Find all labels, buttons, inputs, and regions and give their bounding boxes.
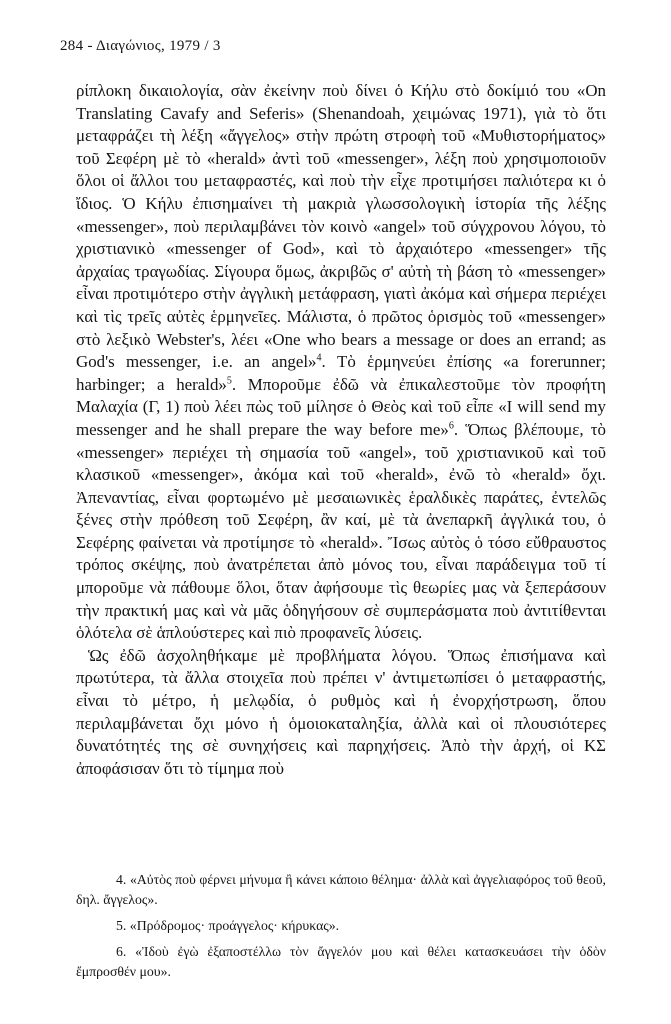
main-text xyxy=(76,80,606,780)
footnote-6: 6. «Ἰδοὺ ἐγὼ ἐξαποστέλλω τὸν ἄγγελόν μου καὶ θέλει κατασκευάσει τὴν ὁδὸν ἔμπροσθέν μου». xyxy=(76,944,606,979)
text-segment: . Ὅπως βλέπουμε, τὸ «messenger» περιέχει τὴ σημασία τοῦ «angel», τοῦ χριστιανικοῦ καὶ τοῦ κλασικοῦ «messenger», ἀκόμα καὶ τοῦ «herald», ἐνῶ τὸ «herald» ὄχι. Ἀπεναντίας, εἶναι φορτωμένο μὲ μεσαιωνικὲς ἑραλδικὲς παράτες, ἐντελῶς ξένες στὴν πρόθεση τοῦ Σεφέρη, ἂν καί, μὲ τὰ ἀνεπαρκῆ ἀγγλικά του, ὁ Σεφέρης φαίνεται νὰ προτίμησε τὸ «herald». Ἴσως αὐτὸς ὁ τόσο εὔθραυστος τρόπος σκέψης, ποὺ ἀνατρέπεται ἀπὸ μόνος του, εἶναι παράδειγμα τοῦ τί μποροῦμε νὰ πάθουμε ὅλοι, ὅταν ἀφήσουμε τὶς θεωρίες μας νὰ ξεπεράσουν τὴν πρακτική μας καὶ νὰ μᾶς ὁδηγήσουν σὲ συμπεράσματα ποὺ ἀντιτίθενται ὁλότελα σὲ ἁπλούστερες καὶ πιὸ προφανεῖς λύσεις. xyxy=(76,419,607,643)
text-segment: . Μποροῦμε ἐδῶ νὰ ἐπικαλεστοῦμε τὸν προφήτη Μαλαχία (Γ, 1) ποὺ λέει πὼς τοῦ μίλησε ὁ Θεὸς καὶ τοῦ εἶπε «I will send my messenger and he shall prepare the way before me» xyxy=(76,374,606,439)
running-head: 284 - Διαγώνιος, 1979 / 3 xyxy=(60,38,221,54)
text-segment: Ὡς ἐδῶ ἀσχοληθήκαμε μὲ προβλήματα λόγου. Ὅπως ἐπισήμανα καὶ πρωτύτερα, τὰ ἄλλα στοιχεῖα ποὺ πρέπει ν' ἀντιμετωπίσει ὁ μεταφραστής, εἶναι τὸ μέτρο, ἡ μελῳδία, ὁ ρυθμὸς καὶ ἡ ἐνορχήστρωση, ὅπου περιλαμβάνεται ὄχι μόνο ἡ ὁμοιοκαταληξία, ἀλλὰ καὶ οἱ πλουσιότερες δυνατότητές της σὲ συνηχήσεις καὶ παρηχήσεις. Ἀπὸ τὴν ἀρχή, οἱ ΚΣ ἀποφάσισαν ὅτι τὸ τίμημα ποὺ xyxy=(76,645,606,778)
paragraph-1 xyxy=(76,80,606,645)
text-segment: ρίπλοκη δικαιολογία, σὰν ἐκείνην ποὺ δίνει ὁ Κήλυ στὸ δοκίμιό του «On Translating Cavafy and Seferis» (Shenandoah, χειμώνας 1971), γιὰ τὸ ὅτι μεταφράζει τὴ λέξη «ἄγγελος» στὴν πρώτη στροφὴ τοῦ «Μυθιστορήματος» τοῦ Σεφέρη μὲ τὸ «herald» ἀντὶ τοῦ «messenger», λέξη ποὺ χρησιμοποιοῦν ὅλοι οἱ ἄλλοι του μεταφραστές, καὶ ποὺ τὴν εἶχε προτιμήσει παλιότερα κι ὁ ἴδιος. Ὁ Κήλυ ἐπισημαίνει τὴ μακριὰ γλωσσολογικὴ ἱστορία τῆς λέξης «messenger», ποὺ περιλαμβάνει τὸν κοινὸ «angel» τοῦ σύγχρονου λόγου, τὸ χριστιανικὸ «messenger of God», καὶ τὸ ἀρχαιότερο «messenger» τῆς ἀρχαίας τραγωδίας. Σίγουρα ὅμως, ἀκριβῶς σ' αὐτὴ τὴ βάση τὸ «messenger» εἶναι προτιμότερο στὴν ἀγγλικὴ μετάφραση, γιατὶ ἀκόμα καὶ σήμερα περιέχει καὶ τὶς τρεῖς αὐτὲς ἑρμηνεῖες. Μάλιστα, ὁ πρῶτος ὁρισμὸς τοῦ «messenger» στὸ λεξικὸ Webster's, λέει «One who bears a message or does an errand; as God's messenger, i.e. an angel» xyxy=(76,81,606,372)
footnote-5: 5. «Πρόδρομος· προάγγελος· κήρυκας». xyxy=(116,918,340,933)
text-segment: . Τὸ ἑρμηνεύει ἐπίσης «a forerunner; harbinger; a herald» xyxy=(76,352,606,394)
footnote-ref-4: 4 xyxy=(316,352,322,364)
footnote-ref-5: 5 xyxy=(226,375,232,387)
footnote-4: 4. «Αὐτὸς ποὺ φέρνει μήνυμα ἢ κάνει κάποιο θέλημα· ἀλλὰ καὶ ἀγγελιαφόρος τοῦ θεοῦ, δηλ. ἄγγελος». xyxy=(76,872,606,907)
paragraph-2 xyxy=(76,645,606,781)
footnotes xyxy=(76,870,606,988)
footnote-ref-6: 6 xyxy=(448,420,454,432)
